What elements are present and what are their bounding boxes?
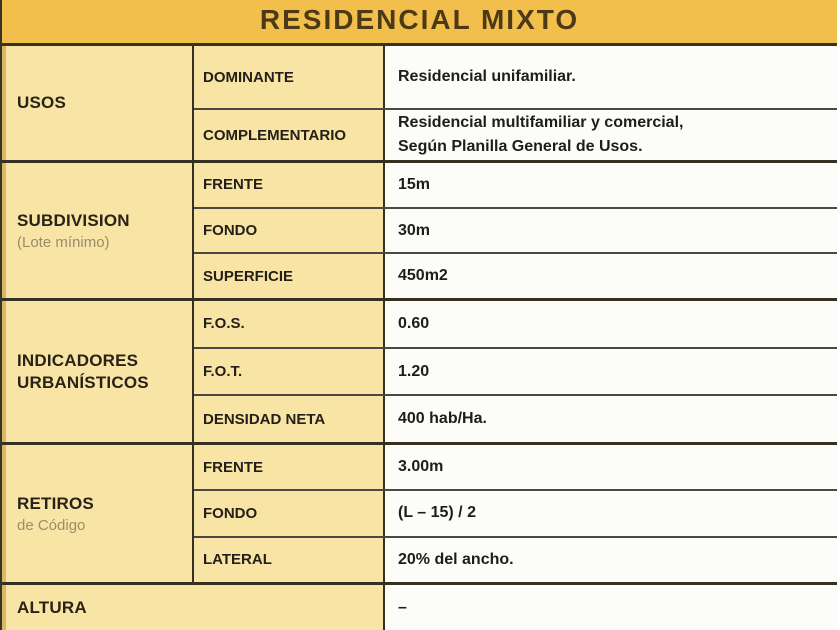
row-value — [385, 445, 837, 489]
row-label: F.O.S. — [194, 301, 385, 347]
section-rows — [194, 46, 837, 160]
section-altura — [2, 585, 837, 630]
value-line-1: 3.00m — [398, 458, 444, 476]
row-label: FRENTE — [194, 163, 385, 207]
table-row — [194, 46, 837, 108]
row-value — [385, 538, 837, 582]
category-label: USOS — [17, 93, 66, 113]
row-label: FONDO — [194, 209, 385, 253]
category-label: INDICADORES URBANÍSTICOS — [17, 351, 149, 392]
row-label: FRENTE — [194, 445, 385, 489]
row-value — [385, 349, 837, 395]
value-line-1: – — [398, 598, 407, 616]
row-value — [385, 163, 837, 207]
section-usos — [2, 46, 837, 163]
table-row — [194, 489, 837, 535]
section-retiros — [2, 445, 837, 585]
table-row — [194, 163, 837, 207]
table-row — [194, 347, 837, 395]
value-line-1: 20% del ancho. — [398, 550, 514, 568]
row-label: SUPERFICIE — [194, 254, 385, 298]
category-cell-altura — [2, 585, 385, 630]
category-cell-indicadores — [2, 301, 194, 442]
section-subdivision — [2, 163, 837, 301]
row-value — [385, 585, 837, 630]
value-line-1: Residencial unifamiliar. — [398, 68, 576, 85]
row-value — [385, 46, 837, 108]
value-line-1: (L – 15) / 2 — [398, 504, 476, 522]
page-title: RESIDENCIAL MIXTO — [259, 4, 580, 35]
section-indicadores — [2, 301, 837, 445]
table-row — [385, 585, 837, 630]
row-label: F.O.T. — [194, 349, 385, 395]
row-value — [385, 491, 837, 535]
table-row — [194, 301, 837, 347]
row-value — [385, 301, 837, 347]
value-line-1: Residencial multifamiliar y comercial, — [398, 114, 684, 131]
row-label: DOMINANTE — [194, 46, 385, 108]
table-title-bar — [2, 0, 837, 46]
value-line-2: Según Planilla General de Usos. — [398, 138, 643, 155]
row-value — [385, 209, 837, 253]
section-rows — [194, 445, 837, 582]
category-cell-usos — [2, 46, 194, 160]
table-row — [194, 252, 837, 298]
table-row — [194, 108, 837, 160]
value-line-1: 30m — [398, 221, 431, 239]
row-label: DENSIDAD NETA — [194, 396, 385, 442]
category-label: ALTURA — [17, 597, 87, 617]
category-label: RETIROS — [17, 494, 94, 514]
table-row — [194, 536, 837, 582]
section-rows — [194, 301, 837, 442]
value-line-1: 1.20 — [398, 362, 430, 380]
value-line-1: 15m — [398, 175, 431, 193]
value-line-1: 400 hab/Ha. — [398, 410, 487, 428]
category-cell-subdivision — [2, 163, 194, 298]
category-cell-retiros — [2, 445, 194, 582]
row-label: LATERAL — [194, 538, 385, 582]
value-line-1: 0.60 — [398, 314, 430, 332]
category-note: de Código — [17, 516, 86, 534]
row-label: COMPLEMENTARIO — [194, 110, 385, 160]
table-row — [194, 207, 837, 253]
category-label: SUBDIVISION — [17, 211, 130, 231]
table-row — [194, 445, 837, 489]
row-label: FONDO — [194, 491, 385, 535]
section-rows — [194, 163, 837, 298]
section-rows — [385, 585, 837, 630]
row-value — [385, 396, 837, 442]
row-value — [385, 110, 837, 160]
value-line-1: 450m2 — [398, 267, 448, 285]
category-note: (Lote mínimo) — [17, 233, 110, 251]
row-value — [385, 254, 837, 298]
table-row — [194, 394, 837, 442]
